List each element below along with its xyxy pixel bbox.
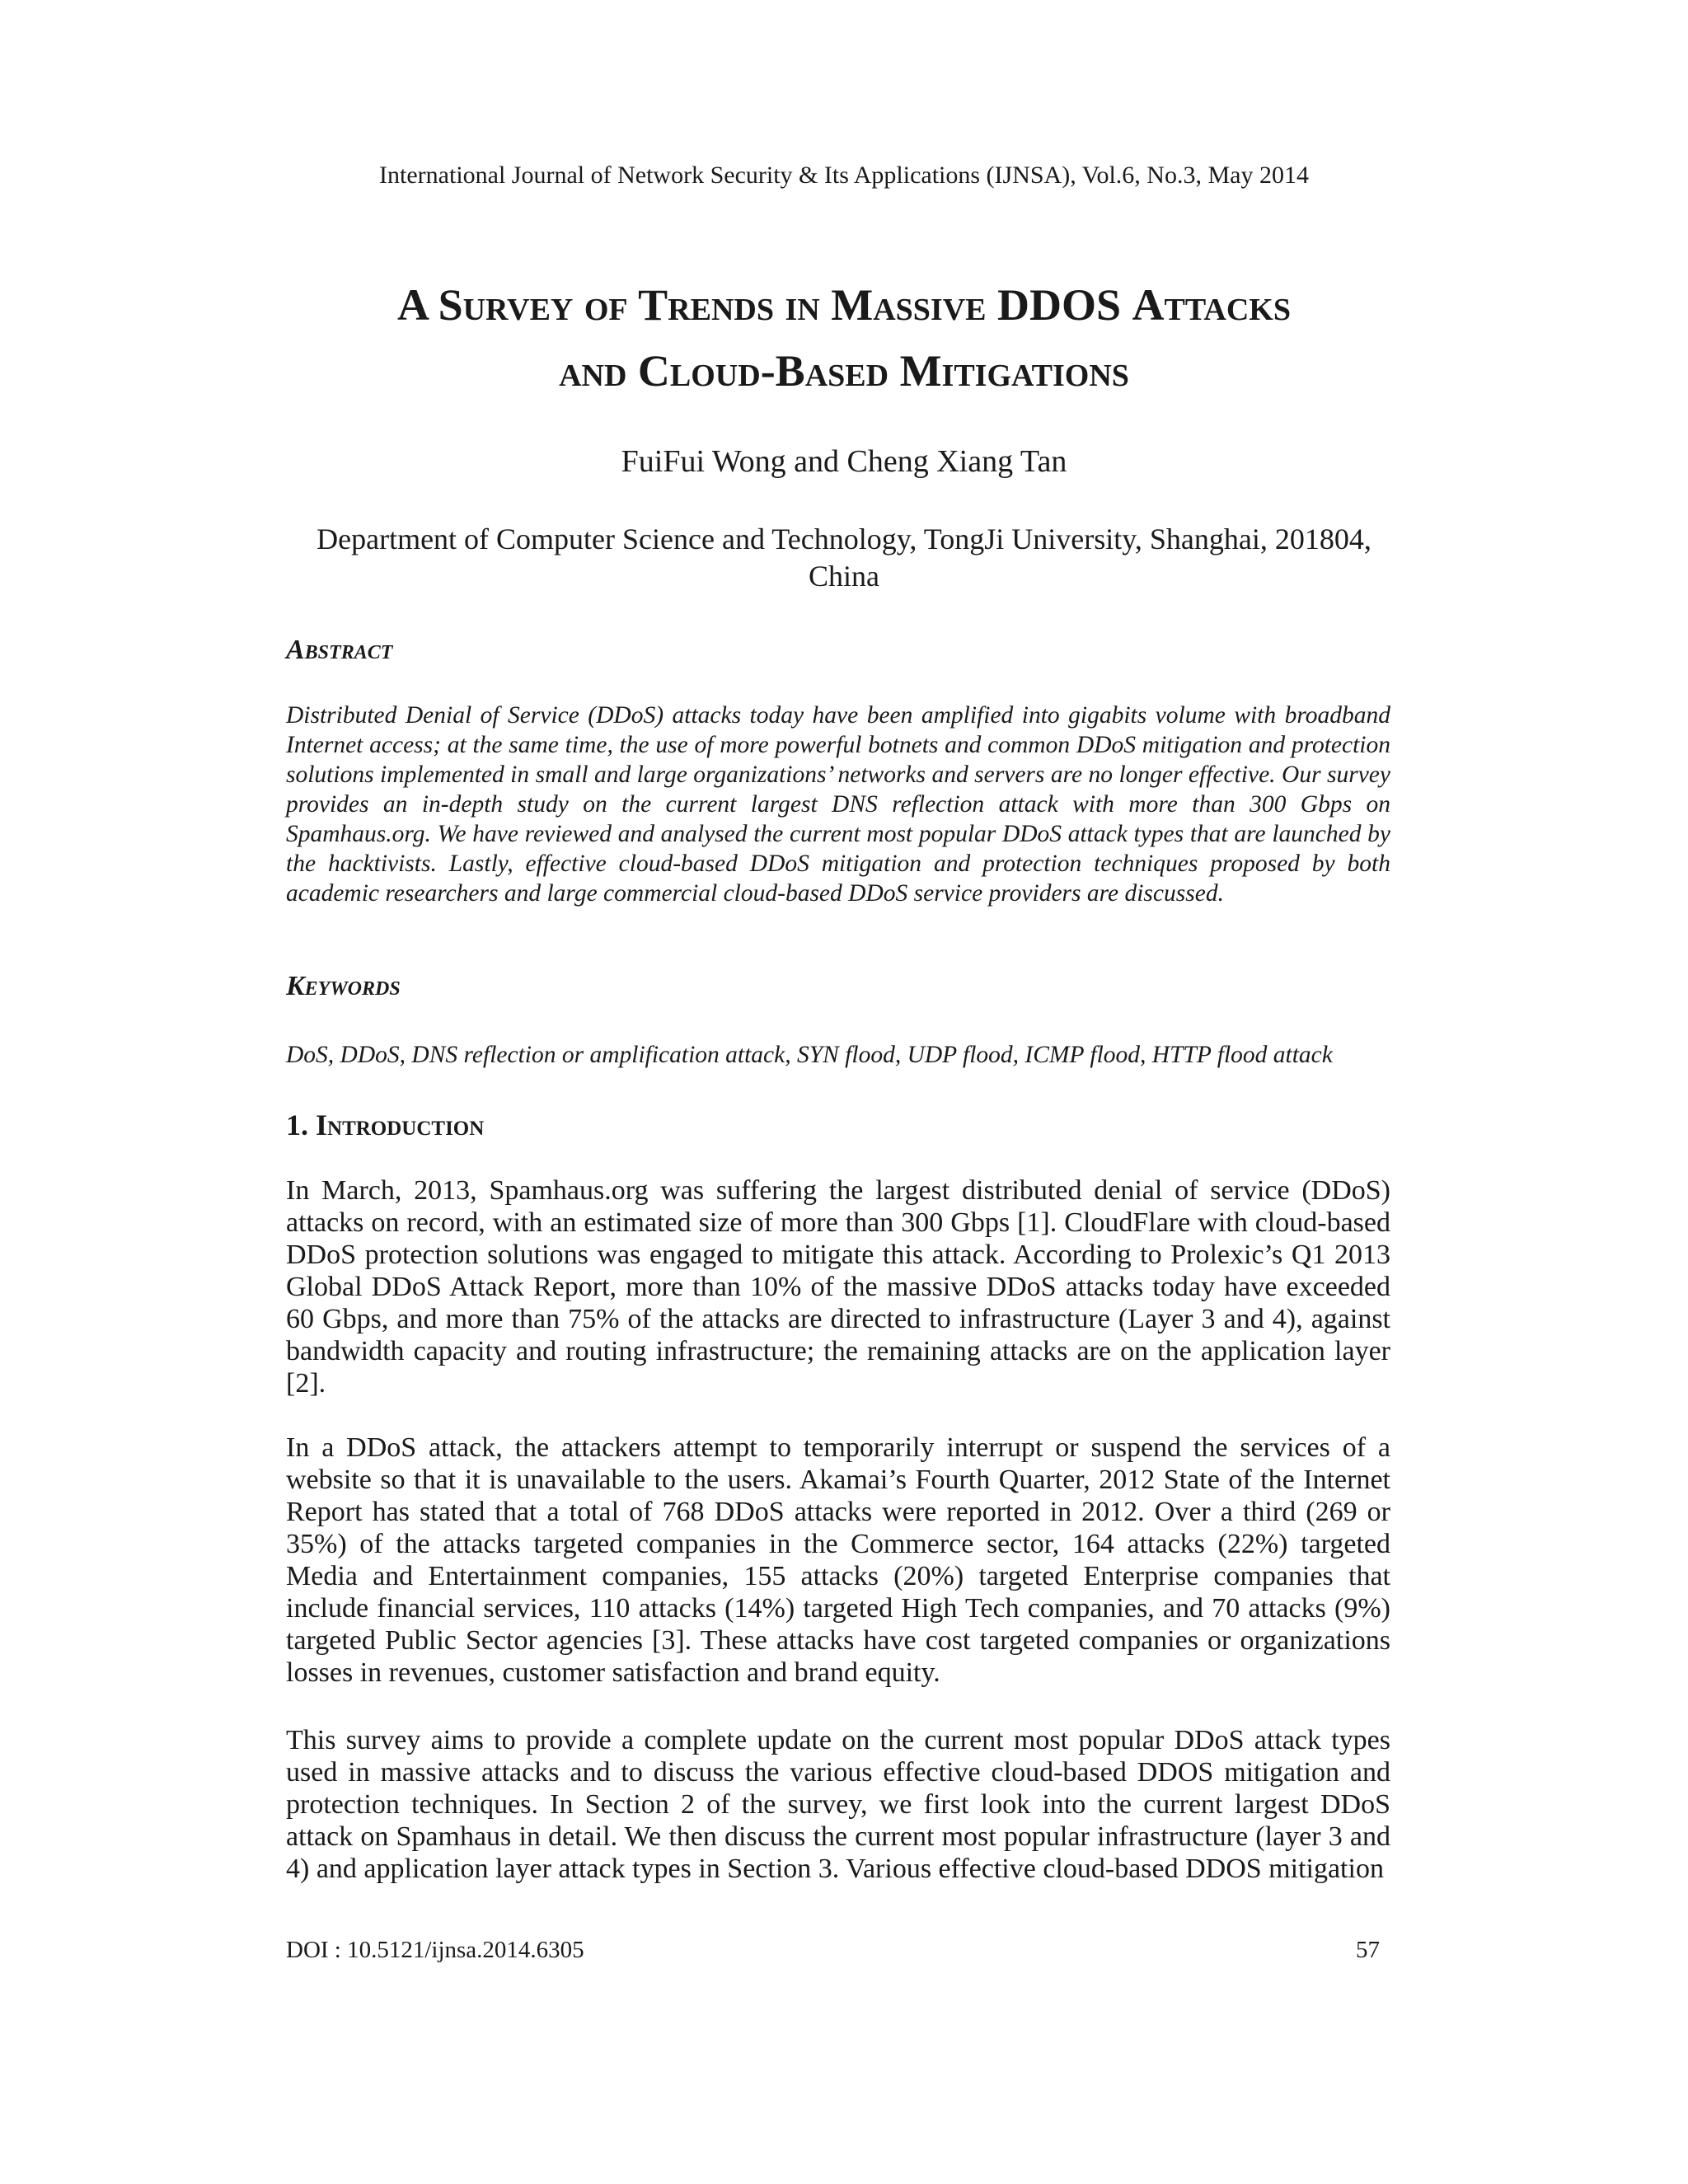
introduction-heading: 1. Introduction <box>286 1108 485 1141</box>
page-number: 57 <box>1356 1937 1380 1963</box>
affiliation-line-2: China <box>809 560 879 593</box>
title-line-1: A Survey of Trends in Massive DDOS Attacks <box>397 280 1291 330</box>
affiliation <box>272 521 1416 595</box>
intro-paragraph-3: This survey aims to provide a complete update on the current most popular DDoS attack types used in massive attacks and to discuss the various effective cloud-based DDOS mitigation and protection techniques. In Section 2 of the survey, we first look into the current largest DDoS attack on Spamhaus in detail. We then discuss the current most popular infrastructure (layer 3 and 4) and application layer attack types in Section 3. Various effective cloud-based DDOS mitigation <box>286 1725 1390 1884</box>
footer-doi: DOI : 10.5121/ijnsa.2014.6305 <box>286 1937 584 1963</box>
abstract-text: Distributed Denial of Service (DDoS) attacks today have been amplified into gigabits volume with broadband Internet access; at the same time, the use of more powerful botnets and common DDoS mitigation and protection solutions implemented in small and large organizations’ networks and servers are no longer effective. Our survey provides an in-depth study on the current largest DNS reflection attack with more than 300 Gbps on Spamhaus.org. We have reviewed and analysed the current most popular DDoS attack types that are launched by the hacktivists. Lastly, effective cloud-based DDoS mitigation and protection techniques proposed by both academic researchers and large commercial cloud-based DDoS service providers are discussed. <box>286 702 1390 907</box>
paper-title <box>247 272 1441 404</box>
keywords-heading: Keywords <box>286 971 401 1001</box>
abstract-heading: Abstract <box>286 635 393 665</box>
title-line-2: and Cloud-Based Mitigations <box>559 346 1129 396</box>
authors: FuiFui Wong and Cheng Xiang Tan <box>621 444 1067 479</box>
affiliation-line-1: Department of Computer Science and Technology, TongJi University, Shanghai, 201804, <box>316 523 1372 555</box>
intro-paragraph-2: In a DDoS attack, the attackers attempt to temporarily interrupt or suspend the services of a website so that it is unavailable to the users. Akamai’s Fourth Quarter, 2012 State of the Internet Report has stated that a total of 768 DDoS attacks were reported in 2012. Over a third (269 or 35%) of the attacks targeted companies in the Commerce sector, 164 attacks (22%) targeted Media and Entertainment companies, 155 attacks (20%) targeted Enterprise companies that include financial services, 110 attacks (14%) targeted High Tech companies, and 70 attacks (9%) targeted Public Sector agencies [3]. These attacks have cost targeted companies or organizations losses in revenues, customer satisfaction and brand equity. <box>286 1432 1390 1688</box>
intro-paragraph-1: In March, 2013, Spamhaus.org was suffering the largest distributed denial of service (DDoS) attacks on record, with an estimated size of more than 300 Gbps [1]. CloudFlare with cloud-based DDoS protection solutions was engaged to mitigate this attack. According to Prolexic’s Q1 2013 Global DDoS Attack Report, more than 10% of the massive DDoS attacks today have exceeded 60 Gbps, and more than 75% of the attacks are directed to infrastructure (Layer 3 and 4), against bandwidth capacity and routing infrastructure; the remaining attacks are on the application layer [2]. <box>286 1175 1390 1399</box>
running-header: International Journal of Network Security & Its Applications (IJNSA), Vol.6, No.3, May 2014 <box>379 162 1309 189</box>
keywords-text: DoS, DDoS, DNS reflection or amplification attack, SYN flood, UDP flood, ICMP flood, HTTP flood attack <box>286 1042 1333 1068</box>
